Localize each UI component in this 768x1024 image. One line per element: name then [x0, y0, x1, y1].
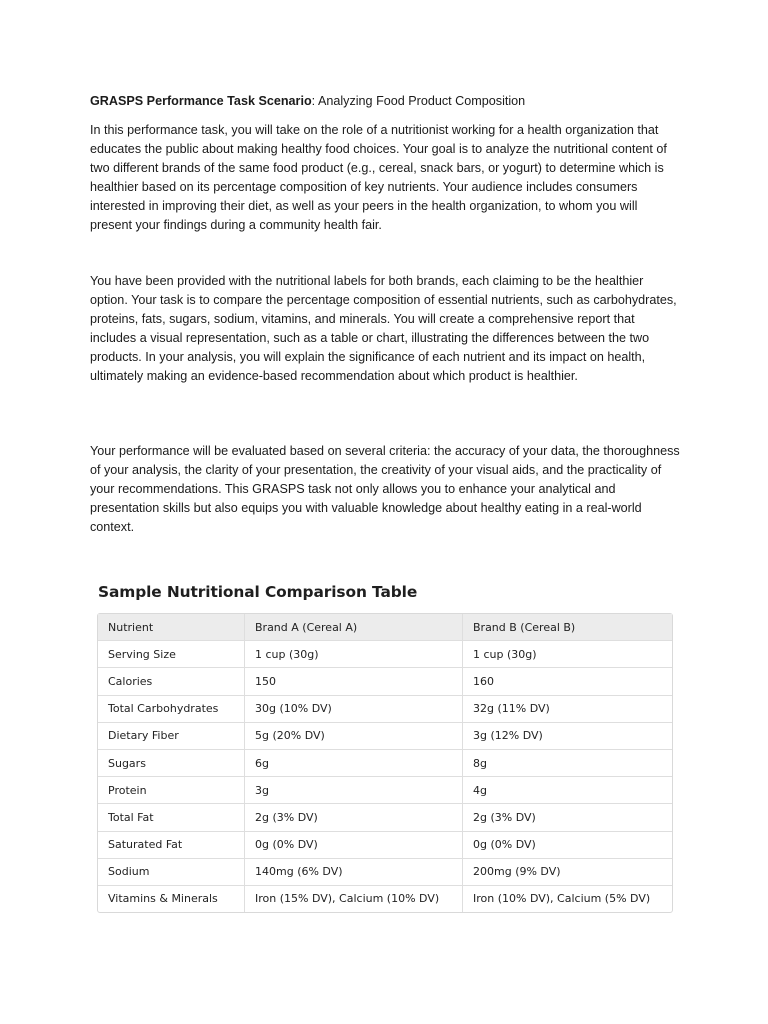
nutrient-cell: Calories: [98, 668, 245, 695]
paragraph-task: You have been provided with the nutritional labels for both brands, each claiming to be the healthier option. Your task is to compare the percentage composition of essential nutrients, such as carbohydrates, proteins, fats, sugars, sodium, vitamins, and minerals. You will create a comprehensive report that includes a visual representation, such as a table or chart, illustrating the differences between the two products. In your analysis, you will explain the significance of each nutrient and its impact on health, ultimately making an evidence-based recommendation about which product is healthier.: [90, 274, 677, 383]
brand-b-cell: 1 cup (30g): [463, 641, 672, 668]
nutrient-cell: Saturated Fat: [98, 832, 245, 859]
nutrient-cell: Protein: [98, 777, 245, 804]
brand-a-cell: 6g: [245, 750, 463, 777]
table-row: [98, 832, 672, 859]
brand-b-cell: 2g (3% DV): [463, 804, 672, 831]
brand-b-cell: 0g (0% DV): [463, 832, 672, 859]
paragraph-role: In this performance task, you will take on the role of a nutritionist working for a health organization that educates the public about making healthy food choices. Your goal is to analyze the nutritional content of two different brands of the same food product (e.g., cereal, snack bars, or yogurt) to determine which is healthier based on its percentage composition of key nutrients. Your audience includes consumers interested in improving their diet, as well as your peers in the health organization, to whom you will present your findings during a community health fair.: [90, 123, 667, 232]
brand-b-cell: 200mg (9% DV): [463, 859, 672, 886]
table-row: [98, 886, 672, 912]
table-row: [98, 804, 672, 831]
table-row: [98, 750, 672, 777]
table-row: [98, 859, 672, 886]
nutrient-cell: Sodium: [98, 859, 245, 886]
nutrient-cell: Dietary Fiber: [98, 723, 245, 750]
table-row: [98, 777, 672, 804]
brand-a-cell: 2g (3% DV): [245, 804, 463, 831]
nutrition-comparison-table: [97, 613, 673, 913]
scenario-title: [90, 92, 680, 111]
brand-b-cell: Iron (10% DV), Calcium (5% DV): [473, 892, 651, 906]
brand-b-cell: 8g: [463, 750, 672, 777]
scenario-title-bold: GRASPS Performance Task Scenario: [90, 94, 312, 108]
table-row: [98, 696, 672, 723]
brand-a-cell: 150: [245, 668, 463, 695]
table-row: [98, 641, 672, 668]
brand-a-cell: 0g (0% DV): [245, 832, 463, 859]
scenario-title-rest: : Analyzing Food Product Composition: [311, 94, 526, 108]
brand-a-cell: 30g (10% DV): [245, 696, 463, 723]
brand-a-cell: 5g (20% DV): [245, 723, 463, 750]
table-row: [98, 668, 672, 695]
table-title: Sample Nutritional Comparison Table: [98, 583, 418, 601]
brand-a-cell: Iron (15% DV), Calcium (10% DV): [245, 886, 463, 912]
nutrient-cell: Sugars: [98, 750, 245, 777]
header-brand-a: Brand A (Cereal A): [245, 614, 463, 641]
brand-b-cell: 4g: [463, 777, 672, 804]
table-header-row: [98, 614, 672, 641]
brand-a-cell: 140mg (6% DV): [245, 859, 463, 886]
brand-a-cell: 1 cup (30g): [245, 641, 463, 668]
brand-b-cell: 3g (12% DV): [463, 723, 672, 750]
header-brand-b: Brand B (Cereal B): [463, 614, 672, 641]
brand-a-cell: 3g: [245, 777, 463, 804]
nutrient-cell: Serving Size: [98, 641, 245, 668]
table-row: [98, 723, 672, 750]
paragraph-evaluation: Your performance will be evaluated based on several criteria: the accuracy of your data, the thoroughness of your analysis, the clarity of your presentation, the creativity of your visual aids, and the practicality of your recommendations. This GRASPS task not only allows you to enhance your analytical and presentation skills but also equips you with valuable knowledge about healthy eating in a real-world context.: [90, 444, 680, 534]
nutrient-cell: Total Fat: [98, 804, 245, 831]
brand-b-cell: 32g (11% DV): [463, 696, 672, 723]
nutrient-cell: Total Carbohydrates: [98, 696, 245, 723]
brand-b-cell: 160: [463, 668, 672, 695]
nutrient-cell: Vitamins & Minerals: [98, 886, 245, 912]
header-nutrient: Nutrient: [98, 614, 245, 641]
